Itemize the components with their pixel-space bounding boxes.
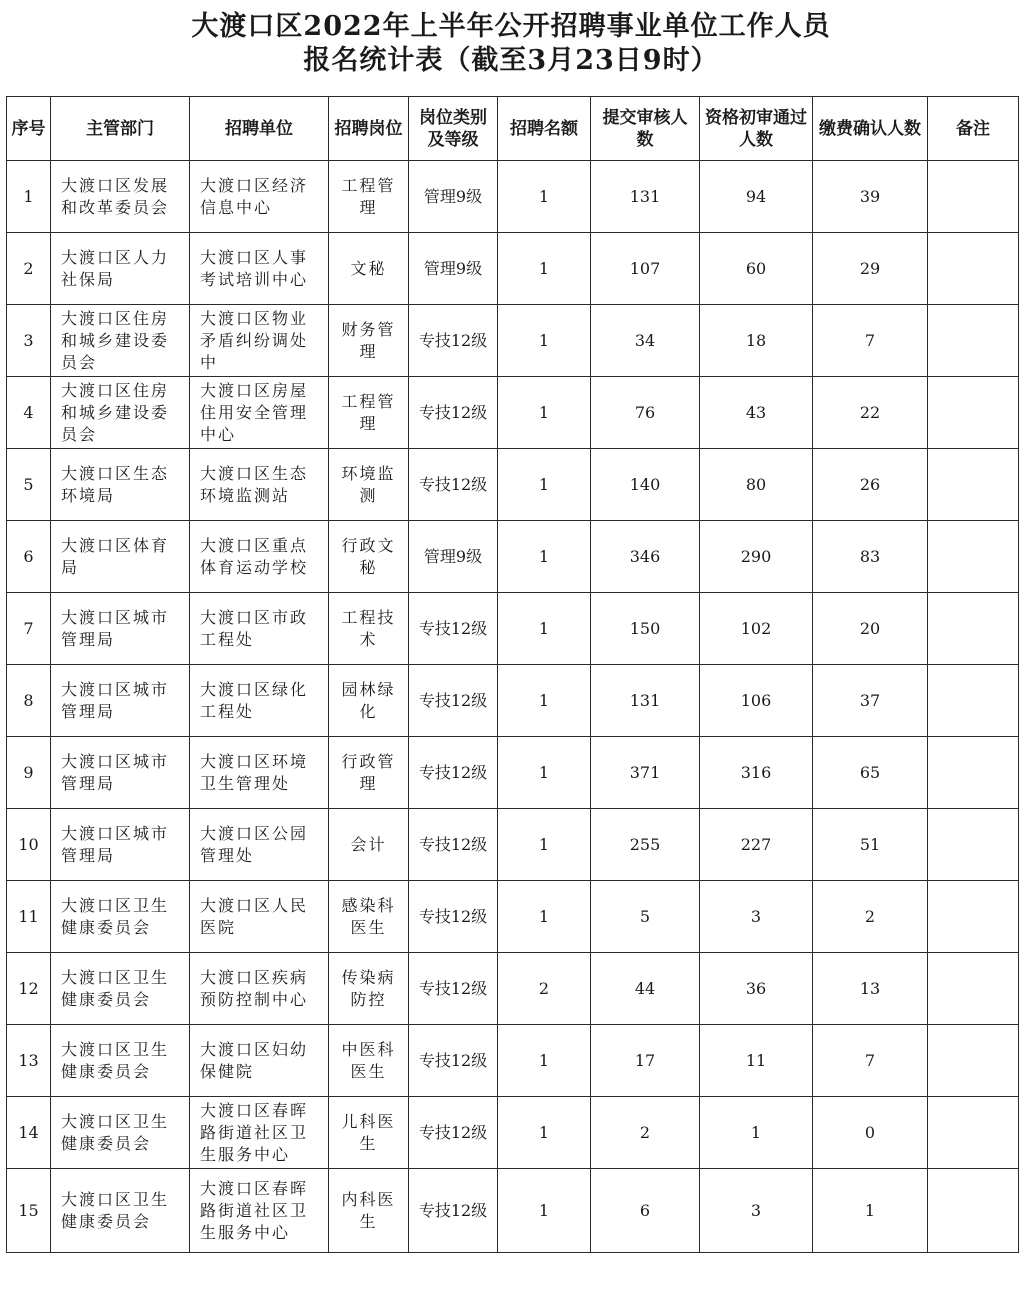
cell-post: 传染病防控 xyxy=(329,953,409,1025)
table-row xyxy=(7,953,1019,1025)
cell-category: 管理9级 xyxy=(409,161,498,233)
cell-paid: 26 xyxy=(813,449,928,521)
cell-category: 管理9级 xyxy=(409,233,498,305)
cell-category: 专技12级 xyxy=(409,953,498,1025)
cell-no: 6 xyxy=(7,521,51,593)
cell-post: 中医科医生 xyxy=(329,1025,409,1097)
cell-submitted: 346 xyxy=(591,521,700,593)
cell-post: 环境监测 xyxy=(329,449,409,521)
cell-passed: 316 xyxy=(700,737,813,809)
page-subtitle: 报名统计表（截至3月23日9时） xyxy=(303,45,719,76)
cell-no: 12 xyxy=(7,953,51,1025)
cell-unit: 大渡口区人事考试培训中心 xyxy=(190,233,329,305)
cell-dept: 大渡口区卫生健康委员会 xyxy=(51,1025,190,1097)
cell-quota: 1 xyxy=(498,161,591,233)
cell-category: 专技12级 xyxy=(409,305,498,377)
cell-category: 专技12级 xyxy=(409,1025,498,1097)
cell-remark xyxy=(928,809,1019,881)
table-row xyxy=(7,1097,1019,1169)
cell-quota: 1 xyxy=(498,449,591,521)
cell-submitted: 131 xyxy=(591,665,700,737)
cell-post: 工程管理 xyxy=(329,161,409,233)
cell-unit: 大渡口区妇幼保健院 xyxy=(190,1025,329,1097)
header-no: 序号 xyxy=(7,97,51,161)
cell-no: 14 xyxy=(7,1097,51,1169)
cell-submitted: 255 xyxy=(591,809,700,881)
cell-paid: 37 xyxy=(813,665,928,737)
cell-submitted: 17 xyxy=(591,1025,700,1097)
cell-category: 管理9级 xyxy=(409,521,498,593)
cell-unit: 大渡口区春晖路街道社区卫生服务中心 xyxy=(190,1169,329,1253)
cell-category: 专技12级 xyxy=(409,1169,498,1253)
cell-submitted: 34 xyxy=(591,305,700,377)
cell-no: 1 xyxy=(7,161,51,233)
cell-passed: 11 xyxy=(700,1025,813,1097)
cell-dept: 大渡口区人力社保局 xyxy=(51,233,190,305)
cell-unit: 大渡口区生态环境监测站 xyxy=(190,449,329,521)
header-remark: 备注 xyxy=(928,97,1019,161)
cell-remark xyxy=(928,1169,1019,1253)
cell-passed: 60 xyxy=(700,233,813,305)
cell-submitted: 76 xyxy=(591,377,700,449)
cell-paid: 51 xyxy=(813,809,928,881)
cell-post: 内科医生 xyxy=(329,1169,409,1253)
cell-no: 11 xyxy=(7,881,51,953)
cell-passed: 43 xyxy=(700,377,813,449)
cell-remark xyxy=(928,161,1019,233)
cell-paid: 22 xyxy=(813,377,928,449)
cell-category: 专技12级 xyxy=(409,665,498,737)
cell-unit: 大渡口区物业矛盾纠纷调处中 xyxy=(190,305,329,377)
cell-remark xyxy=(928,1097,1019,1169)
cell-dept: 大渡口区卫生健康委员会 xyxy=(51,1097,190,1169)
cell-category: 专技12级 xyxy=(409,377,498,449)
cell-submitted: 150 xyxy=(591,593,700,665)
header-category: 岗位类别及等级 xyxy=(409,97,498,161)
cell-dept: 大渡口区体育局 xyxy=(51,521,190,593)
table-row xyxy=(7,161,1019,233)
table-row xyxy=(7,665,1019,737)
cell-quota: 1 xyxy=(498,1097,591,1169)
header-post: 招聘岗位 xyxy=(329,97,409,161)
cell-no: 7 xyxy=(7,593,51,665)
cell-post: 行政管理 xyxy=(329,737,409,809)
cell-quota: 1 xyxy=(498,233,591,305)
cell-remark xyxy=(928,521,1019,593)
cell-no: 13 xyxy=(7,1025,51,1097)
cell-no: 15 xyxy=(7,1169,51,1253)
cell-dept: 大渡口区卫生健康委员会 xyxy=(51,953,190,1025)
cell-post: 文秘 xyxy=(329,233,409,305)
table-row xyxy=(7,233,1019,305)
cell-no: 5 xyxy=(7,449,51,521)
table-row xyxy=(7,521,1019,593)
table-row xyxy=(7,809,1019,881)
cell-paid: 7 xyxy=(813,305,928,377)
cell-passed: 290 xyxy=(700,521,813,593)
cell-passed: 1 xyxy=(700,1097,813,1169)
cell-post: 园林绿化 xyxy=(329,665,409,737)
cell-quota: 1 xyxy=(498,305,591,377)
cell-dept: 大渡口区卫生健康委员会 xyxy=(51,1169,190,1253)
cell-remark xyxy=(928,377,1019,449)
cell-post: 会计 xyxy=(329,809,409,881)
cell-quota: 2 xyxy=(498,953,591,1025)
cell-dept: 大渡口区卫生健康委员会 xyxy=(51,881,190,953)
cell-passed: 102 xyxy=(700,593,813,665)
cell-quota: 1 xyxy=(498,593,591,665)
cell-remark xyxy=(928,593,1019,665)
cell-quota: 1 xyxy=(498,665,591,737)
cell-no: 3 xyxy=(7,305,51,377)
header-dept: 主管部门 xyxy=(51,97,190,161)
cell-submitted: 131 xyxy=(591,161,700,233)
cell-dept: 大渡口区生态环境局 xyxy=(51,449,190,521)
cell-quota: 1 xyxy=(498,881,591,953)
cell-post: 工程管理 xyxy=(329,377,409,449)
table-row xyxy=(7,305,1019,377)
cell-submitted: 140 xyxy=(591,449,700,521)
cell-category: 专技12级 xyxy=(409,809,498,881)
cell-paid: 83 xyxy=(813,521,928,593)
cell-paid: 1 xyxy=(813,1169,928,1253)
header-passed: 资格初审通过人数 xyxy=(700,97,813,161)
cell-quota: 1 xyxy=(498,737,591,809)
cell-unit: 大渡口区春晖路街道社区卫生服务中心 xyxy=(190,1097,329,1169)
cell-remark xyxy=(928,305,1019,377)
cell-paid: 2 xyxy=(813,881,928,953)
cell-post: 儿科医生 xyxy=(329,1097,409,1169)
cell-dept: 大渡口区城市管理局 xyxy=(51,665,190,737)
statistics-table xyxy=(6,96,1019,1253)
cell-dept: 大渡口区城市管理局 xyxy=(51,737,190,809)
cell-unit: 大渡口区绿化工程处 xyxy=(190,665,329,737)
cell-submitted: 44 xyxy=(591,953,700,1025)
cell-paid: 65 xyxy=(813,737,928,809)
cell-remark xyxy=(928,737,1019,809)
cell-remark xyxy=(928,881,1019,953)
cell-quota: 1 xyxy=(498,377,591,449)
cell-passed: 3 xyxy=(700,881,813,953)
cell-paid: 20 xyxy=(813,593,928,665)
cell-remark xyxy=(928,665,1019,737)
cell-passed: 36 xyxy=(700,953,813,1025)
table-row xyxy=(7,377,1019,449)
cell-paid: 13 xyxy=(813,953,928,1025)
cell-remark xyxy=(928,449,1019,521)
table-row xyxy=(7,737,1019,809)
table-row xyxy=(7,1169,1019,1253)
table-row xyxy=(7,881,1019,953)
cell-passed: 227 xyxy=(700,809,813,881)
cell-quota: 1 xyxy=(498,1169,591,1253)
cell-unit: 大渡口区市政工程处 xyxy=(190,593,329,665)
header-quota: 招聘名额 xyxy=(498,97,591,161)
cell-dept: 大渡口区发展和改革委员会 xyxy=(51,161,190,233)
cell-submitted: 371 xyxy=(591,737,700,809)
cell-unit: 大渡口区经济信息中心 xyxy=(190,161,329,233)
cell-no: 8 xyxy=(7,665,51,737)
cell-submitted: 5 xyxy=(591,881,700,953)
table-row xyxy=(7,593,1019,665)
header-submitted: 提交审核人数 xyxy=(591,97,700,161)
cell-quota: 1 xyxy=(498,521,591,593)
cell-passed: 18 xyxy=(700,305,813,377)
cell-passed: 94 xyxy=(700,161,813,233)
cell-no: 2 xyxy=(7,233,51,305)
cell-post: 感染科医生 xyxy=(329,881,409,953)
cell-dept: 大渡口区城市管理局 xyxy=(51,593,190,665)
cell-no: 4 xyxy=(7,377,51,449)
header-unit: 招聘单位 xyxy=(190,97,329,161)
cell-quota: 1 xyxy=(498,1025,591,1097)
table-row xyxy=(7,449,1019,521)
cell-submitted: 6 xyxy=(591,1169,700,1253)
cell-category: 专技12级 xyxy=(409,449,498,521)
cell-no: 9 xyxy=(7,737,51,809)
cell-unit: 大渡口区公园管理处 xyxy=(190,809,329,881)
cell-unit: 大渡口区房屋住用安全管理中心 xyxy=(190,377,329,449)
cell-category: 专技12级 xyxy=(409,593,498,665)
cell-unit: 大渡口区人民医院 xyxy=(190,881,329,953)
cell-passed: 3 xyxy=(700,1169,813,1253)
cell-unit: 大渡口区重点体育运动学校 xyxy=(190,521,329,593)
cell-remark xyxy=(928,1025,1019,1097)
cell-dept: 大渡口区城市管理局 xyxy=(51,809,190,881)
cell-quota: 1 xyxy=(498,809,591,881)
header-paid: 缴费确认人数 xyxy=(813,97,928,161)
cell-paid: 29 xyxy=(813,233,928,305)
cell-submitted: 107 xyxy=(591,233,700,305)
cell-category: 专技12级 xyxy=(409,1097,498,1169)
table-row xyxy=(7,1025,1019,1097)
cell-category: 专技12级 xyxy=(409,881,498,953)
header-row xyxy=(7,97,1019,161)
cell-paid: 7 xyxy=(813,1025,928,1097)
cell-remark xyxy=(928,953,1019,1025)
cell-unit: 大渡口区疾病预防控制中心 xyxy=(190,953,329,1025)
cell-post: 财务管理 xyxy=(329,305,409,377)
cell-paid: 0 xyxy=(813,1097,928,1169)
cell-submitted: 2 xyxy=(591,1097,700,1169)
cell-remark xyxy=(928,233,1019,305)
cell-unit: 大渡口区环境卫生管理处 xyxy=(190,737,329,809)
cell-post: 行政文秘 xyxy=(329,521,409,593)
cell-passed: 106 xyxy=(700,665,813,737)
cell-dept: 大渡口区住房和城乡建设委员会 xyxy=(51,377,190,449)
cell-dept: 大渡口区住房和城乡建设委员会 xyxy=(51,305,190,377)
cell-no: 10 xyxy=(7,809,51,881)
cell-category: 专技12级 xyxy=(409,737,498,809)
cell-post: 工程技术 xyxy=(329,593,409,665)
cell-passed: 80 xyxy=(700,449,813,521)
cell-paid: 39 xyxy=(813,161,928,233)
page-title: 大渡口区2022年上半年公开招聘事业单位工作人员 xyxy=(191,11,831,42)
